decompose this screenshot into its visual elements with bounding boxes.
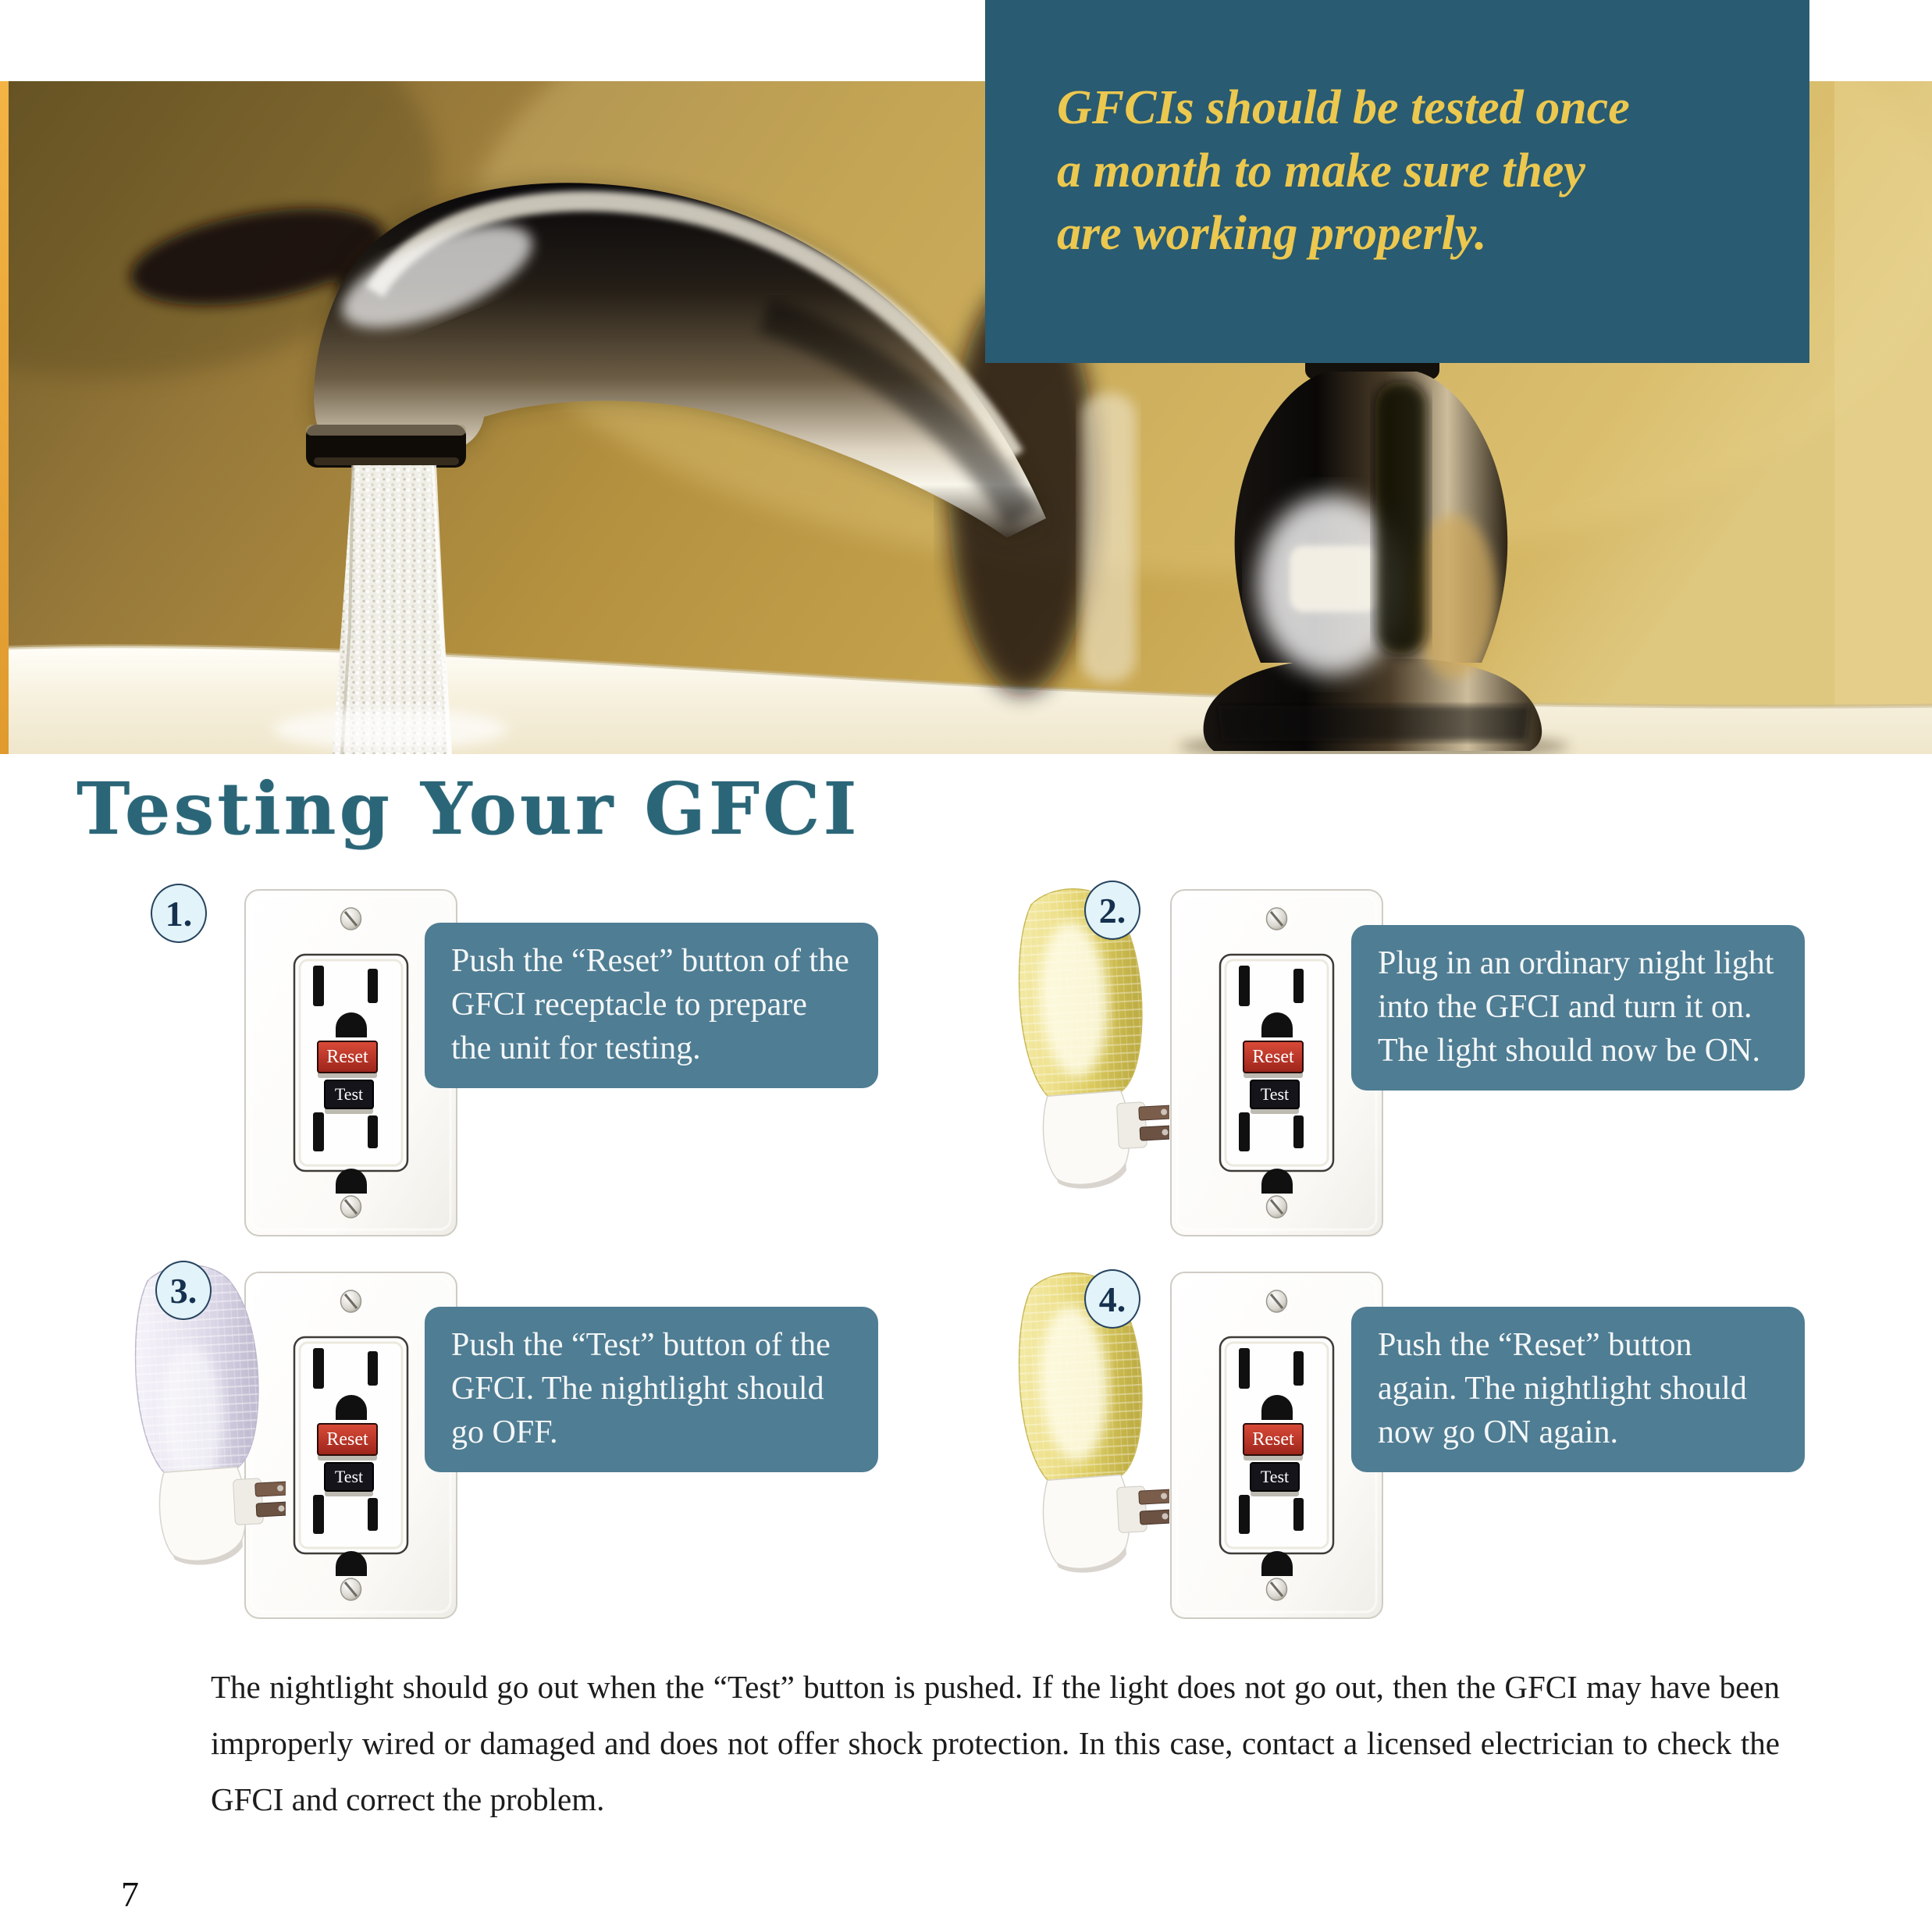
reset-button: Reset xyxy=(1243,1423,1304,1456)
nightlight-on-graphic xyxy=(990,1266,1169,1578)
reset-button: Reset xyxy=(317,1423,378,1456)
step-instruction-box: Push the “Reset” button of the GFCI receptacle to prepare the unit for testing. xyxy=(425,923,878,1088)
reset-button: Reset xyxy=(317,1041,378,1073)
step-number-badge: 2. xyxy=(1084,881,1140,940)
nightlight-on-graphic xyxy=(990,882,1169,1194)
step-instruction-box: Push the “Reset” button again. The nightlight should now go ON again. xyxy=(1351,1307,1805,1472)
test-button: Test xyxy=(324,1462,374,1492)
reset-button: Reset xyxy=(1243,1041,1304,1073)
photo-left-accent-stripe xyxy=(0,81,9,754)
step-instruction-box: Plug in an ordinary night light into the GFCI and turn it on. The light should now be ON. xyxy=(1351,925,1805,1091)
test-button: Test xyxy=(1250,1462,1300,1492)
step-instruction-box: Push the “Test” button of the GFCI. The nightlight should go OFF. xyxy=(425,1307,878,1472)
callout-text-line: a month to make sure they xyxy=(1057,144,1585,197)
step-number-badge: 3. xyxy=(155,1261,212,1320)
callout-text-line: are working properly. xyxy=(1057,207,1487,261)
test-button: Test xyxy=(1250,1080,1300,1109)
callout-text-line: GFCIs should be tested once xyxy=(1057,81,1630,134)
step-number-badge: 1. xyxy=(151,884,207,943)
step-number-badge: 4. xyxy=(1084,1269,1140,1329)
callout-box xyxy=(985,0,1809,363)
section-title: Testing Your GFCI xyxy=(76,767,860,851)
footer-paragraph: The nightlight should go out when the “Test” button is pushed. If the light does not go out, then the GFCI may have been improperly wired or damaged and does not offer shock protection. In this case, contact a licensed electrician to check the GFCI and correct the problem. xyxy=(211,1669,1780,1817)
page-number: 7 xyxy=(121,1874,139,1914)
test-button: Test xyxy=(324,1080,374,1109)
